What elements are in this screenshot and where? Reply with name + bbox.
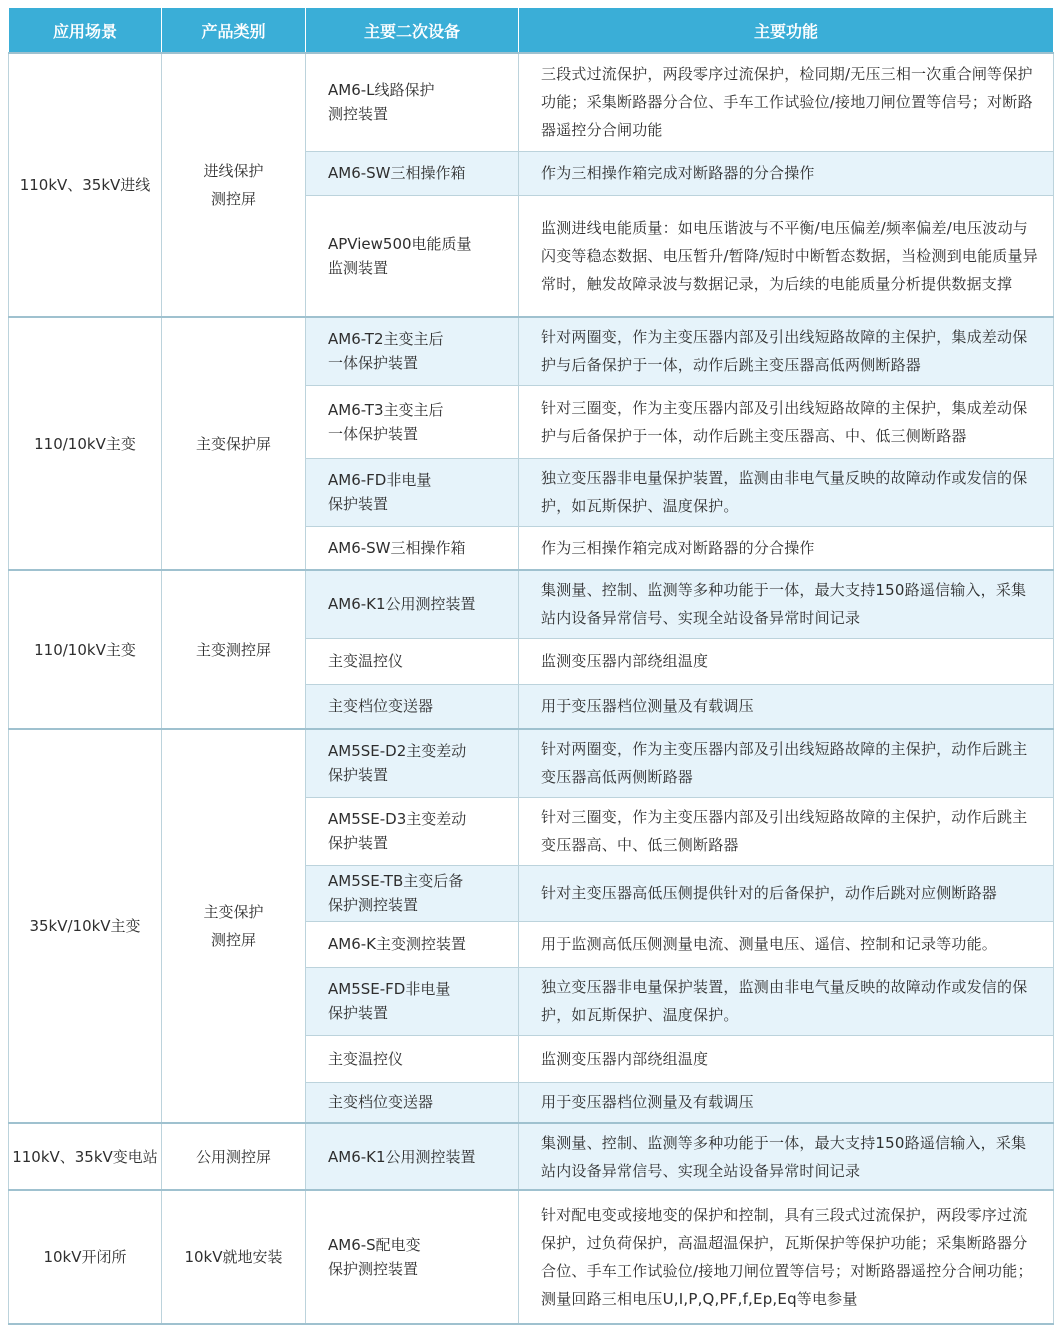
function-cell: 针对三圈变，作为主变压器内部及引出线短路故障的主保护，集成差动保护与后备保护于一体，动作后跳主变压器高、中、低三侧断路器: [519, 385, 1054, 458]
device-cell: AM5SE-FD非电量 保护装置: [306, 967, 519, 1035]
table-row: [9, 729, 1054, 797]
device-cell: 主变档位变送器: [306, 1082, 519, 1123]
scene-cell: 110/10kV主变: [9, 570, 162, 729]
device-cell: 主变温控仪: [306, 1035, 519, 1082]
table-row: [9, 317, 1054, 385]
device-cell: AM6-FD非电量 保护装置: [306, 458, 519, 526]
function-cell: 用于变压器档位测量及有载调压: [519, 684, 1054, 729]
function-cell: 作为三相操作箱完成对断路器的分合操作: [519, 526, 1054, 570]
scene-cell: 110/10kV主变: [9, 317, 162, 570]
device-cell: APView500电能质量 监测装置: [306, 195, 519, 317]
device-cell: AM5SE-D3主变差动 保护装置: [306, 797, 519, 865]
function-cell: 针对主变压器高低压侧提供针对的后备保护，动作后跳对应侧断路器: [519, 865, 1054, 921]
table-row: [9, 53, 1054, 151]
device-cell: AM6-S配电变 保护测控装置: [306, 1190, 519, 1324]
header-category: 产品类别: [162, 8, 306, 53]
function-cell: 针对三圈变，作为主变压器内部及引出线短路故障的主保护，动作后跳主变压器高、中、低三侧断路器: [519, 797, 1054, 865]
table-body: [9, 53, 1054, 1324]
device-cell: AM6-K主变测控装置: [306, 921, 519, 967]
equipment-table: [8, 8, 1054, 1325]
device-cell: AM6-T2主变主后 一体保护装置: [306, 317, 519, 385]
table-row: [9, 1190, 1054, 1324]
device-cell: AM6-K1公用测控装置: [306, 1123, 519, 1190]
device-cell: AM6-SW三相操作箱: [306, 151, 519, 195]
category-cell: 公用测控屏: [162, 1123, 306, 1190]
category-cell: 进线保护 测控屏: [162, 53, 306, 317]
function-cell: 针对两圈变，作为主变压器内部及引出线短路故障的主保护，动作后跳主变压器高低两侧断路器: [519, 729, 1054, 797]
category-cell: 主变保护屏: [162, 317, 306, 570]
function-cell: 监测变压器内部绕组温度: [519, 1035, 1054, 1082]
device-cell: AM5SE-D2主变差动 保护装置: [306, 729, 519, 797]
table-row: [9, 570, 1054, 638]
function-cell: 作为三相操作箱完成对断路器的分合操作: [519, 151, 1054, 195]
header-scene: 应用场景: [9, 8, 162, 53]
scene-cell: 110kV、35kV变电站: [9, 1123, 162, 1190]
device-cell: AM6-L线路保护 测控装置: [306, 53, 519, 151]
device-cell: AM5SE-TB主变后备 保护测控装置: [306, 865, 519, 921]
function-cell: 三段式过流保护，两段零序过流保护，检同期/无压三相一次重合闸等保护功能；采集断路器分合位、手车工作试验位/接地刀闸位置等信号；对断路器遥控分合闸功能: [519, 53, 1054, 151]
function-cell: 监测进线电能质量：如电压谐波与不平衡/电压偏差/频率偏差/电压波动与闪变等稳态数据、电压暂升/暂降/短时中断暂态数据，当检测到电能质量异常时，触发故障录波与数据记录，为后续的电能质量分析提供数据支撑: [519, 195, 1054, 317]
category-cell: 主变保护 测控屏: [162, 729, 306, 1123]
device-cell: 主变温控仪: [306, 638, 519, 684]
device-cell: AM6-SW三相操作箱: [306, 526, 519, 570]
function-cell: 独立变压器非电量保护装置，监测由非电气量反映的故障动作或发信的保护，如瓦斯保护、温度保护。: [519, 458, 1054, 526]
function-cell: 集测量、控制、监测等多种功能于一体，最大支持150路遥信输入，采集站内设备异常信号、实现全站设备异常时间记录: [519, 1123, 1054, 1190]
function-cell: 独立变压器非电量保护装置，监测由非电气量反映的故障动作或发信的保护，如瓦斯保护、温度保护。: [519, 967, 1054, 1035]
device-cell: AM6-K1公用测控装置: [306, 570, 519, 638]
header-device: 主要二次设备: [306, 8, 519, 53]
category-cell: 主变测控屏: [162, 570, 306, 729]
category-cell: 10kV就地安装: [162, 1190, 306, 1324]
header-function: 主要功能: [519, 8, 1054, 53]
function-cell: 针对配电变或接地变的保护和控制，具有三段式过流保护，两段零序过流保护，过负荷保护，高温超温保护，瓦斯保护等保护功能；采集断路器分合位、手车工作试验位/接地刀闸位置等信号；对断路器遥控分合闸功能；测量回路三相电压U,I,P,Q,PF,f,Ep,Eq等电参量: [519, 1190, 1054, 1324]
function-cell: 针对两圈变，作为主变压器内部及引出线短路故障的主保护，集成差动保护与后备保护于一体，动作后跳主变压器高低两侧断路器: [519, 317, 1054, 385]
scene-cell: 35kV/10kV主变: [9, 729, 162, 1123]
table-row: [9, 1123, 1054, 1190]
device-cell: AM6-T3主变主后 一体保护装置: [306, 385, 519, 458]
device-cell: 主变档位变送器: [306, 684, 519, 729]
scene-cell: 10kV开闭所: [9, 1190, 162, 1324]
scene-cell: 110kV、35kV进线: [9, 53, 162, 317]
function-cell: 用于变压器档位测量及有载调压: [519, 1082, 1054, 1123]
function-cell: 监测变压器内部绕组温度: [519, 638, 1054, 684]
table-header: [9, 8, 1054, 53]
function-cell: 集测量、控制、监测等多种功能于一体，最大支持150路遥信输入，采集站内设备异常信号、实现全站设备异常时间记录: [519, 570, 1054, 638]
function-cell: 用于监测高低压侧测量电流、测量电压、遥信、控制和记录等功能。: [519, 921, 1054, 967]
